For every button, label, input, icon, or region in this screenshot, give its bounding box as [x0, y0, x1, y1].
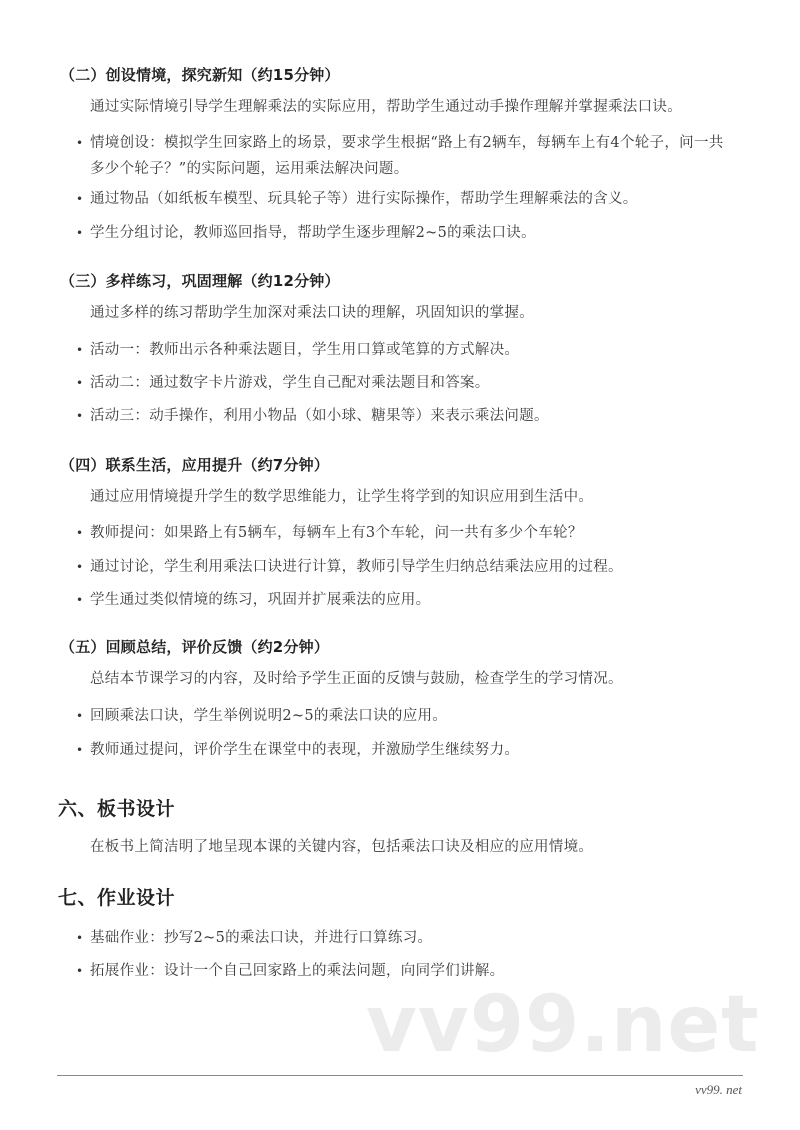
list-item	[76, 186, 736, 212]
board-design-text: 在板书上简洁明了地呈现本课的关键内容，包括乘法口诀及相应的应用情境。	[90, 839, 594, 855]
list-item	[76, 403, 736, 429]
bullet-icon: •	[76, 226, 84, 240]
list-item	[76, 130, 736, 182]
homework-heading: 七、作业设计	[58, 887, 176, 909]
section-heading-2: （二）创设情境，探究新知（约15分钟）	[60, 66, 340, 84]
bullet-icon: •	[76, 136, 84, 150]
list-item-text: 学生通过类似情境的练习，巩固并扩展乘法的应用。	[90, 592, 431, 608]
list-item	[76, 370, 736, 396]
bullet-icon: •	[76, 526, 84, 540]
bullet-icon: •	[76, 964, 84, 978]
section-intro-4: 通过应用情境提升学生的数学思维能力，让学生将学到的知识应用到生活中。	[90, 489, 594, 505]
section-heading-3: （三）多样练习，巩固理解（约12分钟）	[60, 272, 340, 290]
footer-divider	[57, 1075, 743, 1076]
list-item	[76, 737, 736, 763]
list-item-text: 活动三：动手操作，利用小物品（如小球、糖果等）来表示乘法问题。	[90, 408, 549, 424]
list-item	[76, 703, 736, 729]
list-item-text: 基础作业：抄写2~5的乘法口诀，并进行口算练习。	[90, 930, 433, 946]
section-intro-2: 通过实际情境引导学生理解乘法的实际应用，帮助学生通过动手操作理解并掌握乘法口诀。	[90, 99, 682, 115]
list-item-text: 教师提问：如果路上有5辆车，每辆车上有3个车轮，问一共有多少个车轮？	[90, 525, 583, 541]
bullet-icon: •	[76, 743, 84, 757]
bullet-icon: •	[76, 192, 84, 206]
bullet-icon: •	[76, 560, 84, 574]
list-item-text: 活动二：通过数字卡片游戏，学生自己配对乘法题目和答案。	[90, 375, 490, 391]
bullet-icon: •	[76, 593, 84, 607]
footer-site-label: vv99. net	[695, 1082, 742, 1097]
list-item-text: 情境创设：模拟学生回家路上的场景，要求学生根据“路上有2辆车，每辆车上有4个轮子，问一共多少个轮子？”的实际问题，运用乘法解决问题。	[90, 135, 724, 177]
section-intro-3: 通过多样的练习帮助学生加深对乘法口诀的理解，巩固知识的掌握。	[90, 305, 534, 321]
section-heading-4: （四）联系生活，应用提升（约7分钟）	[60, 456, 330, 474]
section-intro-5: 总结本节课学习的内容，及时给予学生正面的反馈与鼓励，检查学生的学习情况。	[90, 671, 623, 687]
list-item-text: 通过讨论，学生利用乘法口诀进行计算，教师引导学生归纳总结乘法应用的过程。	[90, 559, 623, 575]
list-item	[76, 925, 736, 951]
bullet-icon: •	[76, 931, 84, 945]
bullet-icon: •	[76, 409, 84, 423]
list-item-text: 学生分组讨论，教师巡回指导，帮助学生逐步理解2~5的乘法口诀。	[90, 225, 536, 241]
board-design-heading: 六、板书设计	[58, 798, 176, 820]
list-item-text: 活动一：教师出示各种乘法题目，学生用口算或笔算的方式解决。	[90, 342, 520, 358]
list-item	[76, 554, 736, 580]
bullet-icon: •	[76, 343, 84, 357]
section-heading-5: （五）回顾总结，评价反馈（约2分钟）	[60, 638, 330, 656]
list-item-text: 回顾乘法口诀，学生举例说明2~5的乘法口诀的应用。	[90, 708, 448, 724]
list-item-text: 拓展作业：设计一个自己回家路上的乘法问题，向同学们讲解。	[90, 963, 505, 979]
list-item	[76, 520, 736, 546]
list-item	[76, 220, 736, 246]
watermark: vv99.net	[366, 980, 760, 1070]
list-item	[76, 587, 736, 613]
list-item-text: 通过物品（如纸板车模型、玩具轮子等）进行实际操作，帮助学生理解乘法的含义。	[90, 191, 638, 207]
list-item-text: 教师通过提问，评价学生在课堂中的表现，并激励学生继续努力。	[90, 742, 520, 758]
bullet-icon: •	[76, 376, 84, 390]
bullet-icon: •	[76, 709, 84, 723]
list-item	[76, 337, 736, 363]
